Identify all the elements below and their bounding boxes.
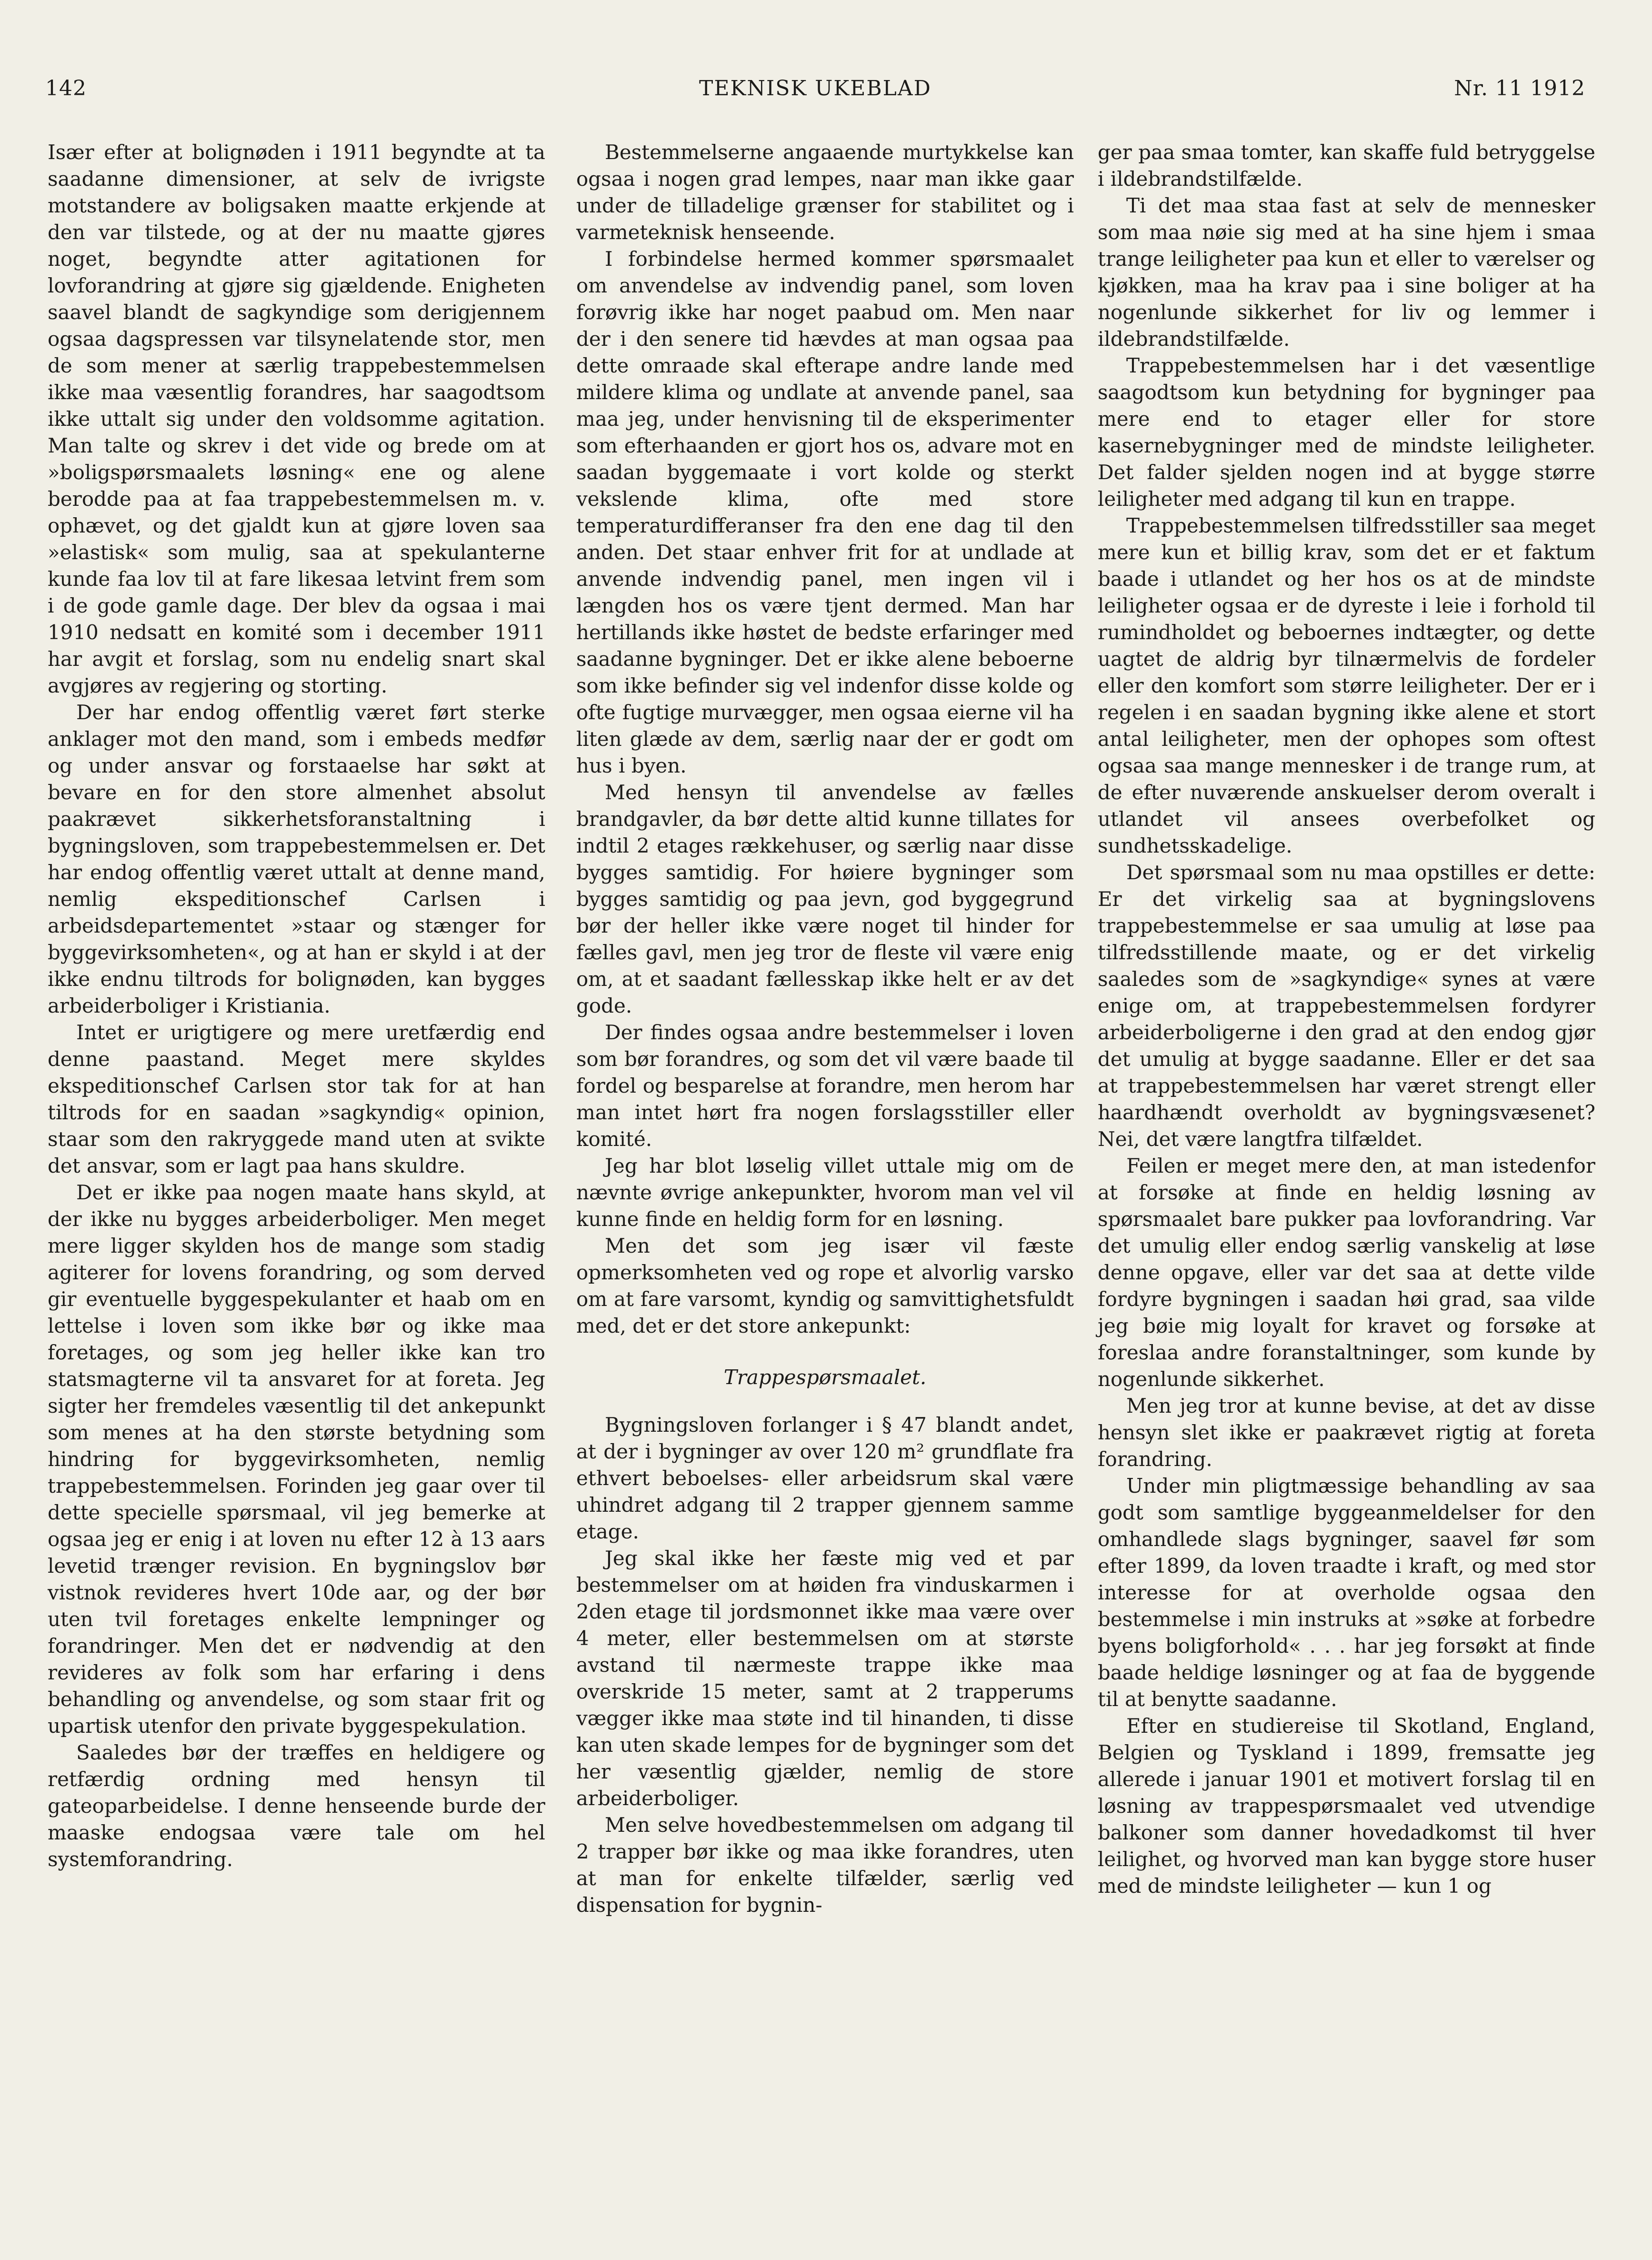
paragraph: Jeg skal ikke her fæste mig ved et par bestemmelser om at høiden fra vinduskarmen i 2den etage til jordsmonnet ikke maa være over 4 meter, eller bestemmelsen om at største avstand til nærmeste trappe ikke maa overskride 15 meter, samt at 2 trapperums vægger ikke maa støte ind til hinanden, ti disse kan uten skade lempes for de bygninger som det her væsentlig gjælder, nemlig de store arbeiderboliger.	[576, 1547, 1074, 1810]
paragraph: Men jeg tror at kunne bevise, at det av disse hensyn slet ikke er paakrævet rigtig at foreta forandring.	[1098, 1394, 1595, 1471]
paragraph: Feilen er meget mere den, at man istedenfor at forsøke at finde en heldig løsning av spørsmaalet bare pukker paa lovforandring. Var det umulig eller endog særlig vanskelig at løse denne opgave, eller var det saa at dette vilde fordyre bygningen i saadan høi grad, saa vilde jeg bøie mig loyalt for kravet og forsøke at foreslaa andre foranstaltninger, som kunde by nogenlunde sikkerhet.	[1098, 1154, 1595, 1391]
issue-number: Nr. 11 1912	[1454, 76, 1585, 100]
paragraph: Efter en studiereise til Skotland, England, Belgien og Tyskland i 1899, fremsatte jeg allerede i januar 1901 et motivert forslag til en løsning av trappespørsmaalet ved utvendige balkoner som danner hovedadkomst til hver leilighet, og hvorved man kan bygge store huser med de mindste leiligheter — kun 1 og	[1098, 1714, 1595, 1898]
paragraph: Men selve hovedbestemmelsen om adgang til 2 trapper bør ikke og maa ikke forandres, uten at man for enkelte tilfælder, særlig ved dispensation for bygnin-	[576, 1813, 1074, 1917]
paragraph: Bestemmelserne angaaende murtykkelse kan ogsaa i nogen grad lempes, naar man ikke gaar under de tilladelige grænser for stabilitet og i varmeteknisk henseende.	[576, 141, 1074, 244]
paragraph: Bygningsloven forlanger i § 47 blandt andet, at der i bygninger av over 120 m² grundflate fra ethvert beboelses- eller arbeidsrum skal være uhindret adgang til 2 trapper gjennem samme etage.	[576, 1413, 1074, 1543]
paragraph: Jeg har blot løselig villet uttale mig om de nævnte øvrige ankepunkter, hvorom man vel vil kunne finde en heldig form for en løsning.	[576, 1154, 1074, 1231]
paragraph: Det er ikke paa nogen maate hans skyld, at der ikke nu bygges arbeiderboliger. Men meget mere ligger skylden hos de mange som stadig agiterer for lovens forandring, og som derved gir eventuelle byggespekulanter et haab om en lettelse i loven som ikke bør og ikke maa foretages, og som jeg heller ikke kan tro statsmagterne vil ta ansvaret for at foreta. Jeg sigter her fremdeles væsentlig til det ankepunkt som menes at ha den største betydning som hindring for byggevirksomheten, nemlig trappebestemmelsen. Forinden jeg gaar over til dette specielle spørsmaal, vil jeg bemerke at ogsaa jeg er enig i at loven nu efter 12 à 13 aars levetid trænger revision. En bygningslov bør vistnok revideres hvert 10de aar, og der bør uten tvil foretages enkelte lempninger og forandringer. Men det er nødvendig at den revideres av folk som har erfaring i dens behandling og anvendelse, og som staar frit og upartisk utenfor den private byggespekulation.	[48, 1181, 545, 1738]
paragraph: Men det som jeg især vil fæste opmerksomheten ved og rope et alvorlig varsko om at fare varsomt, kyndig og samvittighetsfuldt med, det er det store ankepunkt:	[576, 1234, 1074, 1337]
text-column-2	[576, 139, 1074, 1918]
text-column-3	[1098, 139, 1595, 1899]
paragraph: Det spørsmaal som nu maa opstilles er dette: Er det virkelig saa at bygningslovens trappebestemmelse er saa umulig at løse paa tilfredsstillende maate, og er det virkelig saaledes som de »sagkyndige« synes at være enige om, at trappebestemmelsen fordyrer arbeiderboligerne i den grad at den endog gjør det umulig at bygge saadanne. Eller er det saa at trappebestemmelsen har været strengt eller haardhændt overholdt av bygningsvæsenet? Nei, det være langtfra tilfældet.	[1098, 861, 1595, 1151]
paragraph: Ti det maa staa fast at selv de mennesker som maa nøie sig med at ha sine hjem i smaa trange leiligheter paa kun et eller to værelser og kjøkken, maa ha krav paa i sine boliger at ha nogenlunde sikkerhet for liv og lemmer i ildebrandstilfælde.	[1098, 194, 1595, 351]
text-column-1	[48, 139, 545, 1873]
paragraph: ger paa smaa tomter, kan skaffe fuld betryggelse i ildebrandstilfælde.	[1098, 141, 1595, 191]
paragraph: Under min pligtmæssige behandling av saa godt som samtlige byggeanmeldelser for den omhandlede slags bygninger, saavel før som efter 1899, da loven traadte i kraft, og med stor interesse for at overholde ogsaa den bestemmelse i min instruks at »søke at forbedre byens boligforhold« . . . har jeg forsøkt at finde baade heldige løsninger og at faa de byggende til at benytte saadanne.	[1098, 1474, 1595, 1711]
journal-title: TEKNISK UKEBLAD	[699, 76, 931, 100]
page-number: 142	[45, 76, 87, 100]
paragraph: Der findes ogsaa andre bestemmelser i loven som bør forandres, og som det vil være baade til fordel og besparelse at forandre, men herom har man intet hørt fra nogen forslagsstiller eller komité.	[576, 1021, 1074, 1151]
paragraph: I forbindelse hermed kommer spørsmaalet om anvendelse av indvendig panel, som loven forøvrig ikke har noget paabud om. Men naar der i den senere tid hævdes at man ogsaa paa dette omraade skal efterape andre lande med mildere klima og undlate at anvende panel, saa maa jeg, under henvisning til de eksperimenter som efterhaanden er gjort hos os, advare mot en saadan byggemaate i vort kolde og sterkt vekslende klima, ofte med store temperaturdifferanser fra den ene dag til den anden. Det staar enhver frit for at undlade at anvende indvendig panel, men ingen vil i længden hos os være tjent dermed. Man har hertillands ikke høstet de bedste erfaringer med saadanne bygninger. Det er ikke alene beboerne som ikke befinder sig vel indenfor disse kolde og ofte fugtige murvægger, men ogsaa eierne vil ha liten glæde av dem, særlig naar der er godt om hus i byen.	[576, 247, 1074, 777]
section-heading: Trappespørsmaalet.	[723, 1366, 927, 1389]
running-header	[45, 76, 1585, 110]
paragraph: Trappebestemmelsen tilfredsstiller saa meget mere kun et billig krav, som det er et faktum baade i utlandet og her hos os at de mindste leiligheter ogsaa er de dyreste i leie i forhold til rumindholdet og beboernes indtægter, og dette uagtet de aldrig byr tilnærmelvis de fordeler eller den komfort som større leiligheter. Der er i regelen i en saadan bygning ikke alene et stort antal leiligheter, men der ophopes som oftest ogsaa saa mange mennesker i de trange rum, at de efter nuværende anskuelser derom overalt i utlandet vil ansees overbefolket og sundhetsskadelige.	[1098, 514, 1595, 857]
paragraph: Med hensyn til anvendelse av fælles brandgavler, da bør dette altid kunne tillates for indtil 2 etages rækkehuser, og særlig naar disse bygges samtidig. For høiere bygninger som bygges samtidig og paa jevn, god byggegrund bør der heller ikke være noget til hinder for fælles gavl, men jeg tror de fleste vil være enig om, at et saadant fællesskap ikke helt er av det gode.	[576, 781, 1074, 1017]
paragraph: Især efter at bolignøden i 1911 begyndte at ta saadanne dimensioner, at selv de ivrigste motstandere av boligsaken maatte erkjende at den var tilstede, og at der nu maatte gjøres noget, begyndte atter agitationen for lovforandring at gjøre sig gjældende. Enigheten saavel blandt de sagkyndige som derigjennem ogsaa dagspressen var tilsynelatende stor, men de som mener at særlig trappebestemmelsen ikke maa væsentlig forandres, har saagodtsom ikke uttalt sig under den voldsomme agitation. Man talte og skrev i det vide og brede om at »boligspørsmaalets løsning« ene og alene berodde paa at faa trappebestemmelsen m. v. ophævet, og det gjaldt kun at gjøre loven saa »elastisk« som mulig, saa at spekulanterne kunde faa lov til at fare likesaa letvint frem som i de gode gamle dage. Der blev da ogsaa i mai 1910 nedsatt en komité som i december 1911 har avgit et forslag, som nu endelig snart skal avgjøres av regjering og storting.	[48, 141, 545, 697]
paragraph: Intet er urigtigere og mere uretfærdig end denne paastand. Meget mere skyldes ekspeditionschef Carlsen stor tak for at han tiltrods for en saadan »sagkyndig« opinion, staar som den rakryggede mand uten at svikte det ansvar, som er lagt paa hans skuldre.	[48, 1021, 545, 1177]
paragraph: Saaledes bør der træffes en heldigere og retfærdig ordning med hensyn til gateoparbeidelse. I denne henseende burde der maaske endogsaa være tale om hel systemforandring.	[48, 1741, 545, 1871]
paragraph: Trappebestemmelsen har i det væsentlige saagodtsom kun betydning for bygninger paa mere end to etager eller for store kasernebygninger med de mindste leiligheter. Det falder sjelden nogen ind at bygge større leiligheter med adgang til kun en trappe.	[1098, 354, 1595, 511]
paragraph: Der har endog offentlig været ført sterke anklager mot den mand, som i embeds medfør og under ansvar og forstaaelse har søkt at bevare en for den store almenhet absolut paakrævet sikkerhetsforanstaltning i bygningsloven, som trappebestemmelsen er. Det har endog offentlig været uttalt at denne mand, nemlig ekspeditionschef Carlsen i arbeidsdepartementet »staar og stænger for byggevirksomheten«, og at han er skyld i at der ikke endnu tiltrods for bolignøden, kan bygges arbeiderboliger i Kristiania.	[48, 701, 545, 1017]
